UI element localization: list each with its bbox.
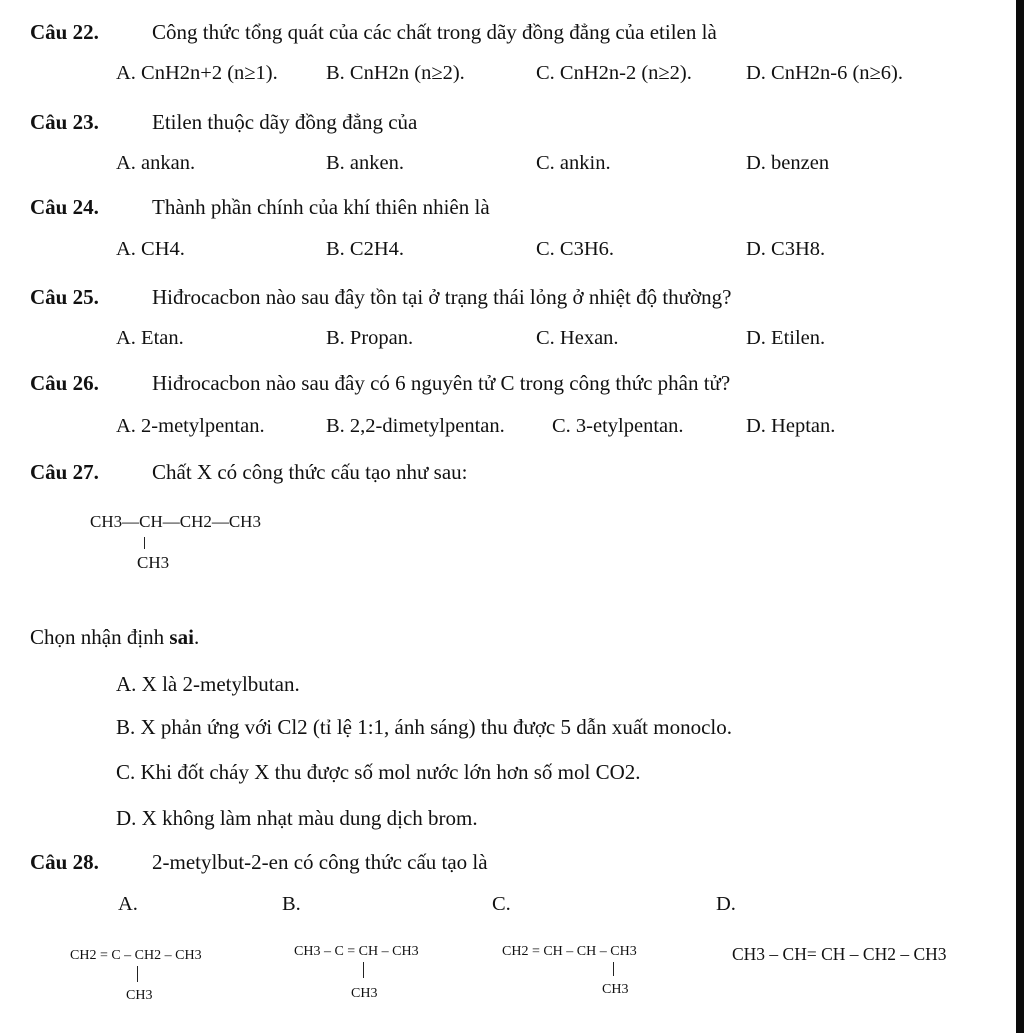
- question-27-number: Câu 27.: [30, 460, 99, 484]
- q25-option-b: B. Propan.: [326, 327, 414, 349]
- q28-option-b-letter: B.: [282, 893, 301, 915]
- q23-option-d: D. benzen: [746, 152, 830, 174]
- question-25-text: Hiđrocacbon nào sau đây tồn tại ở trạng thái lỏng ở nhiệt độ thường?: [152, 285, 732, 309]
- q28-a-main: CH2 = C – CH2 – CH3: [70, 948, 202, 963]
- q28-option-d-letter: D.: [716, 893, 736, 915]
- q27-prompt-bold: sai: [169, 625, 194, 649]
- q24-option-d: D. C3H8.: [746, 238, 826, 260]
- q28-a-branch: CH3: [126, 988, 153, 1003]
- q28-b-main: CH3 – C = CH – CH3: [294, 944, 419, 959]
- q27-main-chain: CH3—CH—CH2—CH3: [90, 512, 261, 531]
- right-edge-border: [1016, 0, 1024, 1033]
- q28-c-branch-bond: [613, 962, 614, 976]
- q28-c-branch: CH3: [602, 982, 629, 997]
- question-24-number: Câu 24.: [30, 195, 99, 219]
- q27-branch-bond: [144, 537, 145, 549]
- q26-option-a: A. 2-metylpentan.: [116, 415, 265, 437]
- question-28-number: Câu 28.: [30, 850, 99, 874]
- q23-option-b: B. anken.: [326, 152, 404, 174]
- q28-c-main: CH2 = CH – CH – CH3: [502, 944, 637, 959]
- q22-option-a: A. CnH2n+2 (n≥1).: [116, 62, 278, 84]
- question-24-text: Thành phần chính của khí thiên nhiên là: [152, 195, 490, 219]
- q27-option-c: C. Khi đốt cháy X thu được số mol nước lớn hơn số mol CO2.: [116, 760, 641, 784]
- q28-option-a-letter: A.: [118, 893, 138, 915]
- q24-option-b: B. C2H4.: [326, 238, 405, 260]
- q26-option-b: B. 2,2-dimetylpentan.: [326, 415, 505, 437]
- q23-option-a: A. ankan.: [116, 152, 196, 174]
- q22-option-c: C. CnH2n-2 (n≥2).: [536, 62, 692, 84]
- q22-option-d: D. CnH2n-6 (n≥6).: [746, 62, 904, 84]
- question-26-text: Hiđrocacbon nào sau đây có 6 nguyên tử C trong công thức phân tử?: [152, 371, 731, 395]
- question-23-text: Etilen thuộc dãy đồng đẳng của: [152, 110, 418, 134]
- question-28-text: 2-metylbut-2-en có công thức cấu tạo là: [152, 850, 488, 874]
- question-25-number: Câu 25.: [30, 285, 99, 309]
- q28-a-branch-bond: [137, 966, 138, 982]
- q25-option-a: A. Etan.: [116, 327, 184, 349]
- q25-option-c: C. Hexan.: [536, 327, 619, 349]
- question-26-number: Câu 26.: [30, 371, 99, 395]
- question-27-text: Chất X có công thức cấu tạo như sau:: [152, 460, 468, 484]
- q25-option-d: D. Etilen.: [746, 327, 826, 349]
- q22-option-b: B. CnH2n (n≥2).: [326, 62, 465, 84]
- q28-option-c-letter: C.: [492, 893, 511, 915]
- q27-prompt-prefix: Chọn nhận định: [30, 625, 170, 649]
- question-23-number: Câu 23.: [30, 110, 99, 134]
- q27-branch: CH3: [137, 553, 170, 572]
- q27-option-d: D. X không làm nhạt màu dung dịch brom.: [116, 806, 478, 830]
- q28-b-branch-bond: [363, 962, 364, 978]
- q26-option-d: D. Heptan.: [746, 415, 836, 437]
- q28-d-main: CH3 – CH= CH – CH2 – CH3: [732, 944, 947, 964]
- q28-b-branch: CH3: [351, 986, 378, 1001]
- q24-option-c: C. C3H6.: [536, 238, 615, 260]
- question-22-text: Công thức tổng quát của các chất trong dãy đồng đẳng của etilen là: [152, 20, 717, 44]
- question-22-number: Câu 22.: [30, 20, 99, 44]
- q27-prompt-suffix: .: [193, 625, 200, 649]
- q23-option-c: C. ankin.: [536, 152, 611, 174]
- q24-option-a: A. CH4.: [116, 238, 185, 260]
- q26-option-c: C. 3-etylpentan.: [552, 415, 684, 437]
- q27-option-b: B. X phản ứng với Cl2 (tỉ lệ 1:1, ánh sáng) thu được 5 dẫn xuất monoclo.: [116, 715, 732, 739]
- q27-prompt: [30, 625, 199, 650]
- q27-option-a: A. X là 2-metylbutan.: [116, 672, 300, 696]
